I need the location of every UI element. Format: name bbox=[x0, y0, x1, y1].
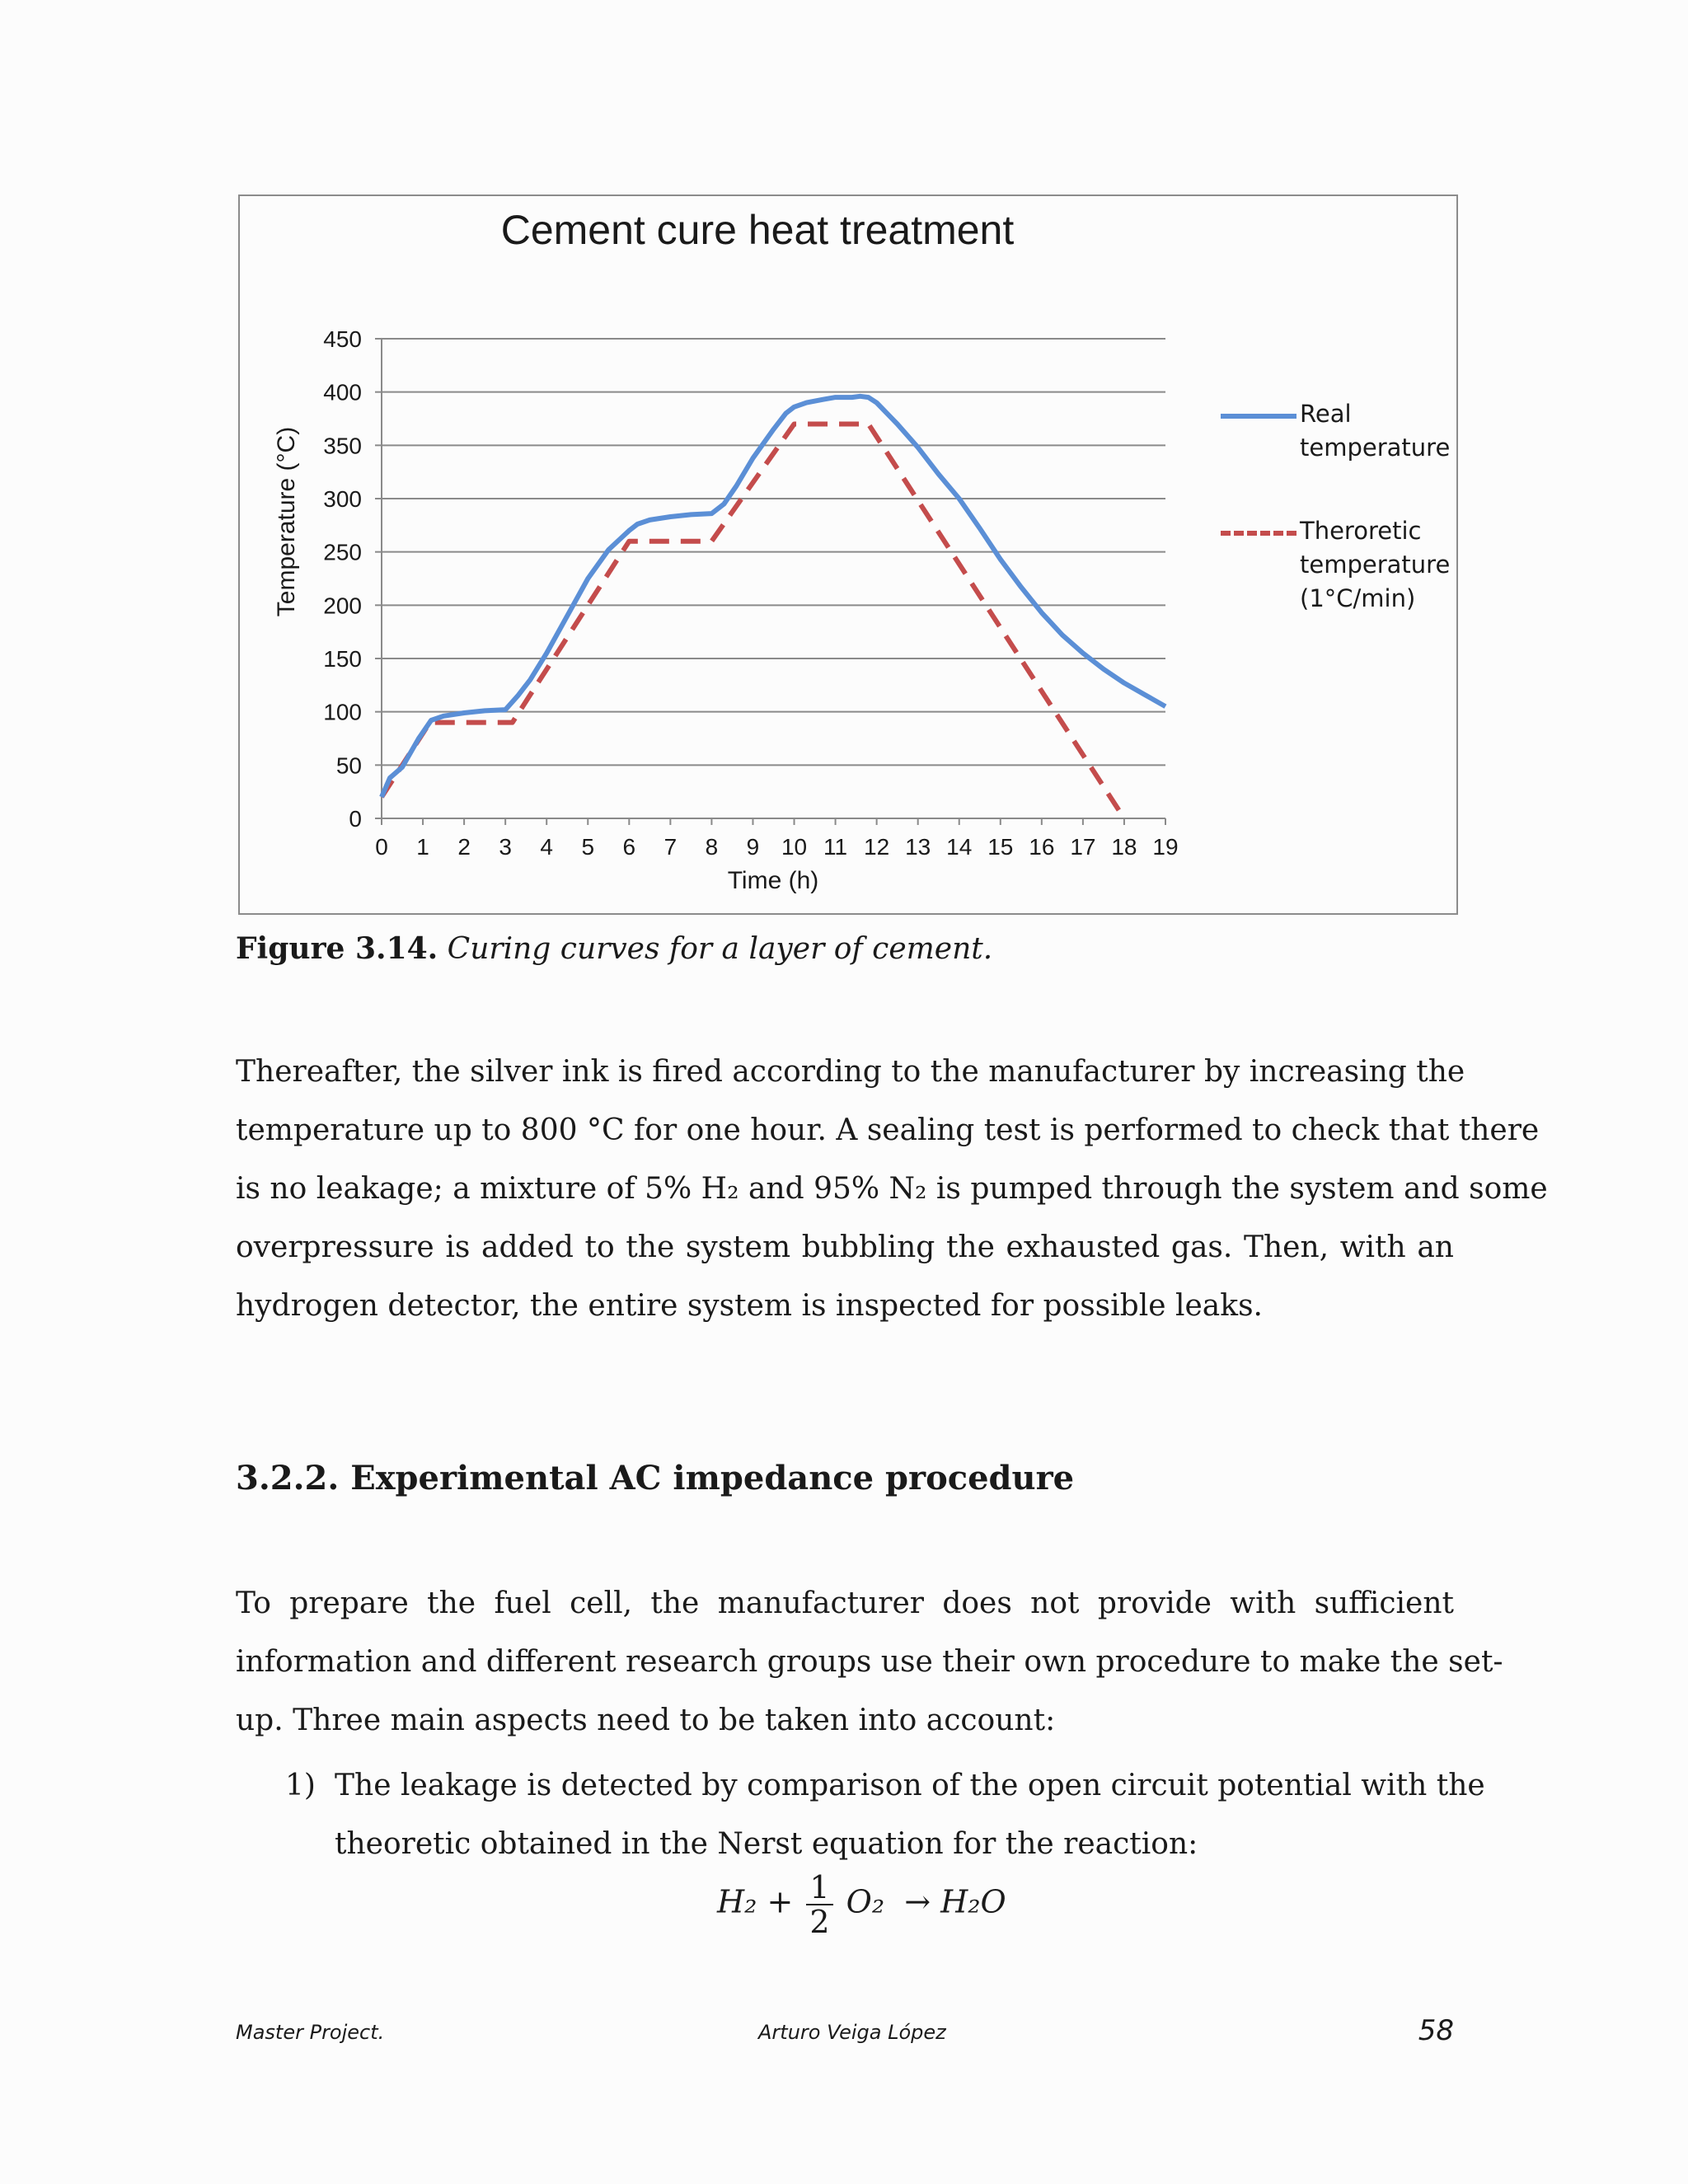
legend-theoretic-swatch bbox=[1221, 531, 1296, 536]
x-tick-label: 19 bbox=[1152, 834, 1179, 860]
x-tick-label: 17 bbox=[1070, 834, 1096, 860]
equation-product: → H₂O bbox=[904, 1883, 1006, 1920]
x-tick-label: 4 bbox=[540, 834, 553, 860]
chart-title: Cement cure heat treatment bbox=[500, 207, 1015, 253]
x-tick-label: 6 bbox=[622, 834, 636, 860]
equation-h2: H₂ + bbox=[717, 1883, 794, 1920]
y-tick-label: 300 bbox=[323, 486, 362, 512]
series-layer bbox=[382, 396, 1165, 818]
y-tick-label: 0 bbox=[349, 806, 362, 832]
caption-label: Figure 3.14. bbox=[236, 931, 438, 966]
axes bbox=[323, 326, 1178, 860]
y-tick-label: 450 bbox=[323, 326, 362, 352]
figure-caption bbox=[236, 931, 992, 966]
x-tick-label: 7 bbox=[663, 834, 678, 860]
legend-real-label: Real temperature bbox=[1300, 400, 1451, 462]
y-tick-label: 250 bbox=[323, 539, 362, 565]
caption-text: Curing curves for a layer of cement. bbox=[447, 932, 993, 966]
paragraph-silver-ink bbox=[236, 1043, 1548, 1335]
text-line: temperature up to 800 °C for one hour. A sealing test is performed to check that there bbox=[236, 1113, 1540, 1147]
x-tick-label: 5 bbox=[581, 834, 595, 860]
x-tick-label: 13 bbox=[905, 834, 931, 860]
text-line: information and different research groups use their own procedure to make the set- bbox=[236, 1645, 1503, 1679]
x-tick-label: 11 bbox=[823, 834, 848, 860]
text-line: up. Three main aspects need to be taken into account: bbox=[236, 1704, 1056, 1737]
equation-fraction bbox=[806, 1871, 832, 1938]
text-line: To prepare the fuel cell, the manufacturer does not provide with sufficient bbox=[236, 1586, 1454, 1620]
grid-lines bbox=[382, 339, 1165, 818]
legend-real-swatch bbox=[1221, 414, 1296, 419]
text-line: The leakage is detected by comparison of the open circuit potential with the bbox=[335, 1769, 1485, 1802]
y-tick-label: 150 bbox=[323, 646, 362, 672]
x-tick-label: 2 bbox=[457, 834, 471, 860]
x-tick-label: 12 bbox=[864, 834, 890, 860]
figure-frame bbox=[238, 194, 1458, 915]
text-line: overpressure is added to the system bubbling the exhausted gas. Then, with an bbox=[236, 1230, 1454, 1264]
x-tick-label: 3 bbox=[499, 834, 512, 860]
y-tick-label: 50 bbox=[335, 752, 362, 779]
fraction-numerator: 1 bbox=[806, 1871, 832, 1905]
x-tick-label: 1 bbox=[416, 834, 429, 860]
x-tick-label: 16 bbox=[1029, 834, 1055, 860]
x-tick-label: 10 bbox=[781, 834, 808, 860]
line-chart bbox=[240, 196, 1456, 913]
x-tick-label: 0 bbox=[375, 834, 388, 860]
paragraph-preparation bbox=[236, 1574, 1503, 1750]
equation-o2: O₂ bbox=[846, 1883, 885, 1920]
x-tick-label: 14 bbox=[946, 834, 973, 860]
legend-theoretic-label: Theroretic temperature (1°C/min) bbox=[1300, 517, 1451, 612]
y-axis-label: Temperature (°C) bbox=[273, 426, 300, 617]
y-tick-label: 350 bbox=[323, 433, 362, 459]
x-tick-label: 9 bbox=[746, 834, 760, 860]
series-theoretic-temperature bbox=[382, 424, 1124, 819]
reaction-equation bbox=[717, 1871, 1006, 1938]
x-tick-label: 8 bbox=[705, 834, 719, 860]
text-line: hydrogen detector, the entire system is inspected for possible leaks. bbox=[236, 1289, 1263, 1323]
y-tick-label: 100 bbox=[323, 699, 362, 725]
x-axis-label: Time (h) bbox=[727, 867, 819, 894]
text-line: is no leakage; a mixture of 5% H₂ and 95% N₂ is pumped through the system and some bbox=[236, 1172, 1548, 1206]
page-number: 58 bbox=[1418, 2014, 1454, 2047]
text-line: Thereafter, the silver ink is fired according to the manufacturer by increasing the bbox=[236, 1055, 1465, 1089]
text-line: theoretic obtained in the Nerst equation for the reaction: bbox=[335, 1827, 1198, 1861]
y-tick-label: 200 bbox=[323, 593, 362, 619]
fraction-denominator: 2 bbox=[809, 1904, 830, 1940]
y-tick-label: 400 bbox=[323, 379, 362, 405]
x-tick-label: 18 bbox=[1111, 834, 1137, 860]
list-text bbox=[335, 1756, 1485, 1873]
x-tick-label: 15 bbox=[987, 834, 1014, 860]
section-heading: 3.2.2. Experimental AC impedance procedure bbox=[236, 1459, 1075, 1497]
footer-left: Master Project. bbox=[236, 2021, 385, 2044]
footer-author: Arturo Veiga López bbox=[758, 2021, 946, 2044]
list-number: 1) bbox=[285, 1769, 316, 1802]
